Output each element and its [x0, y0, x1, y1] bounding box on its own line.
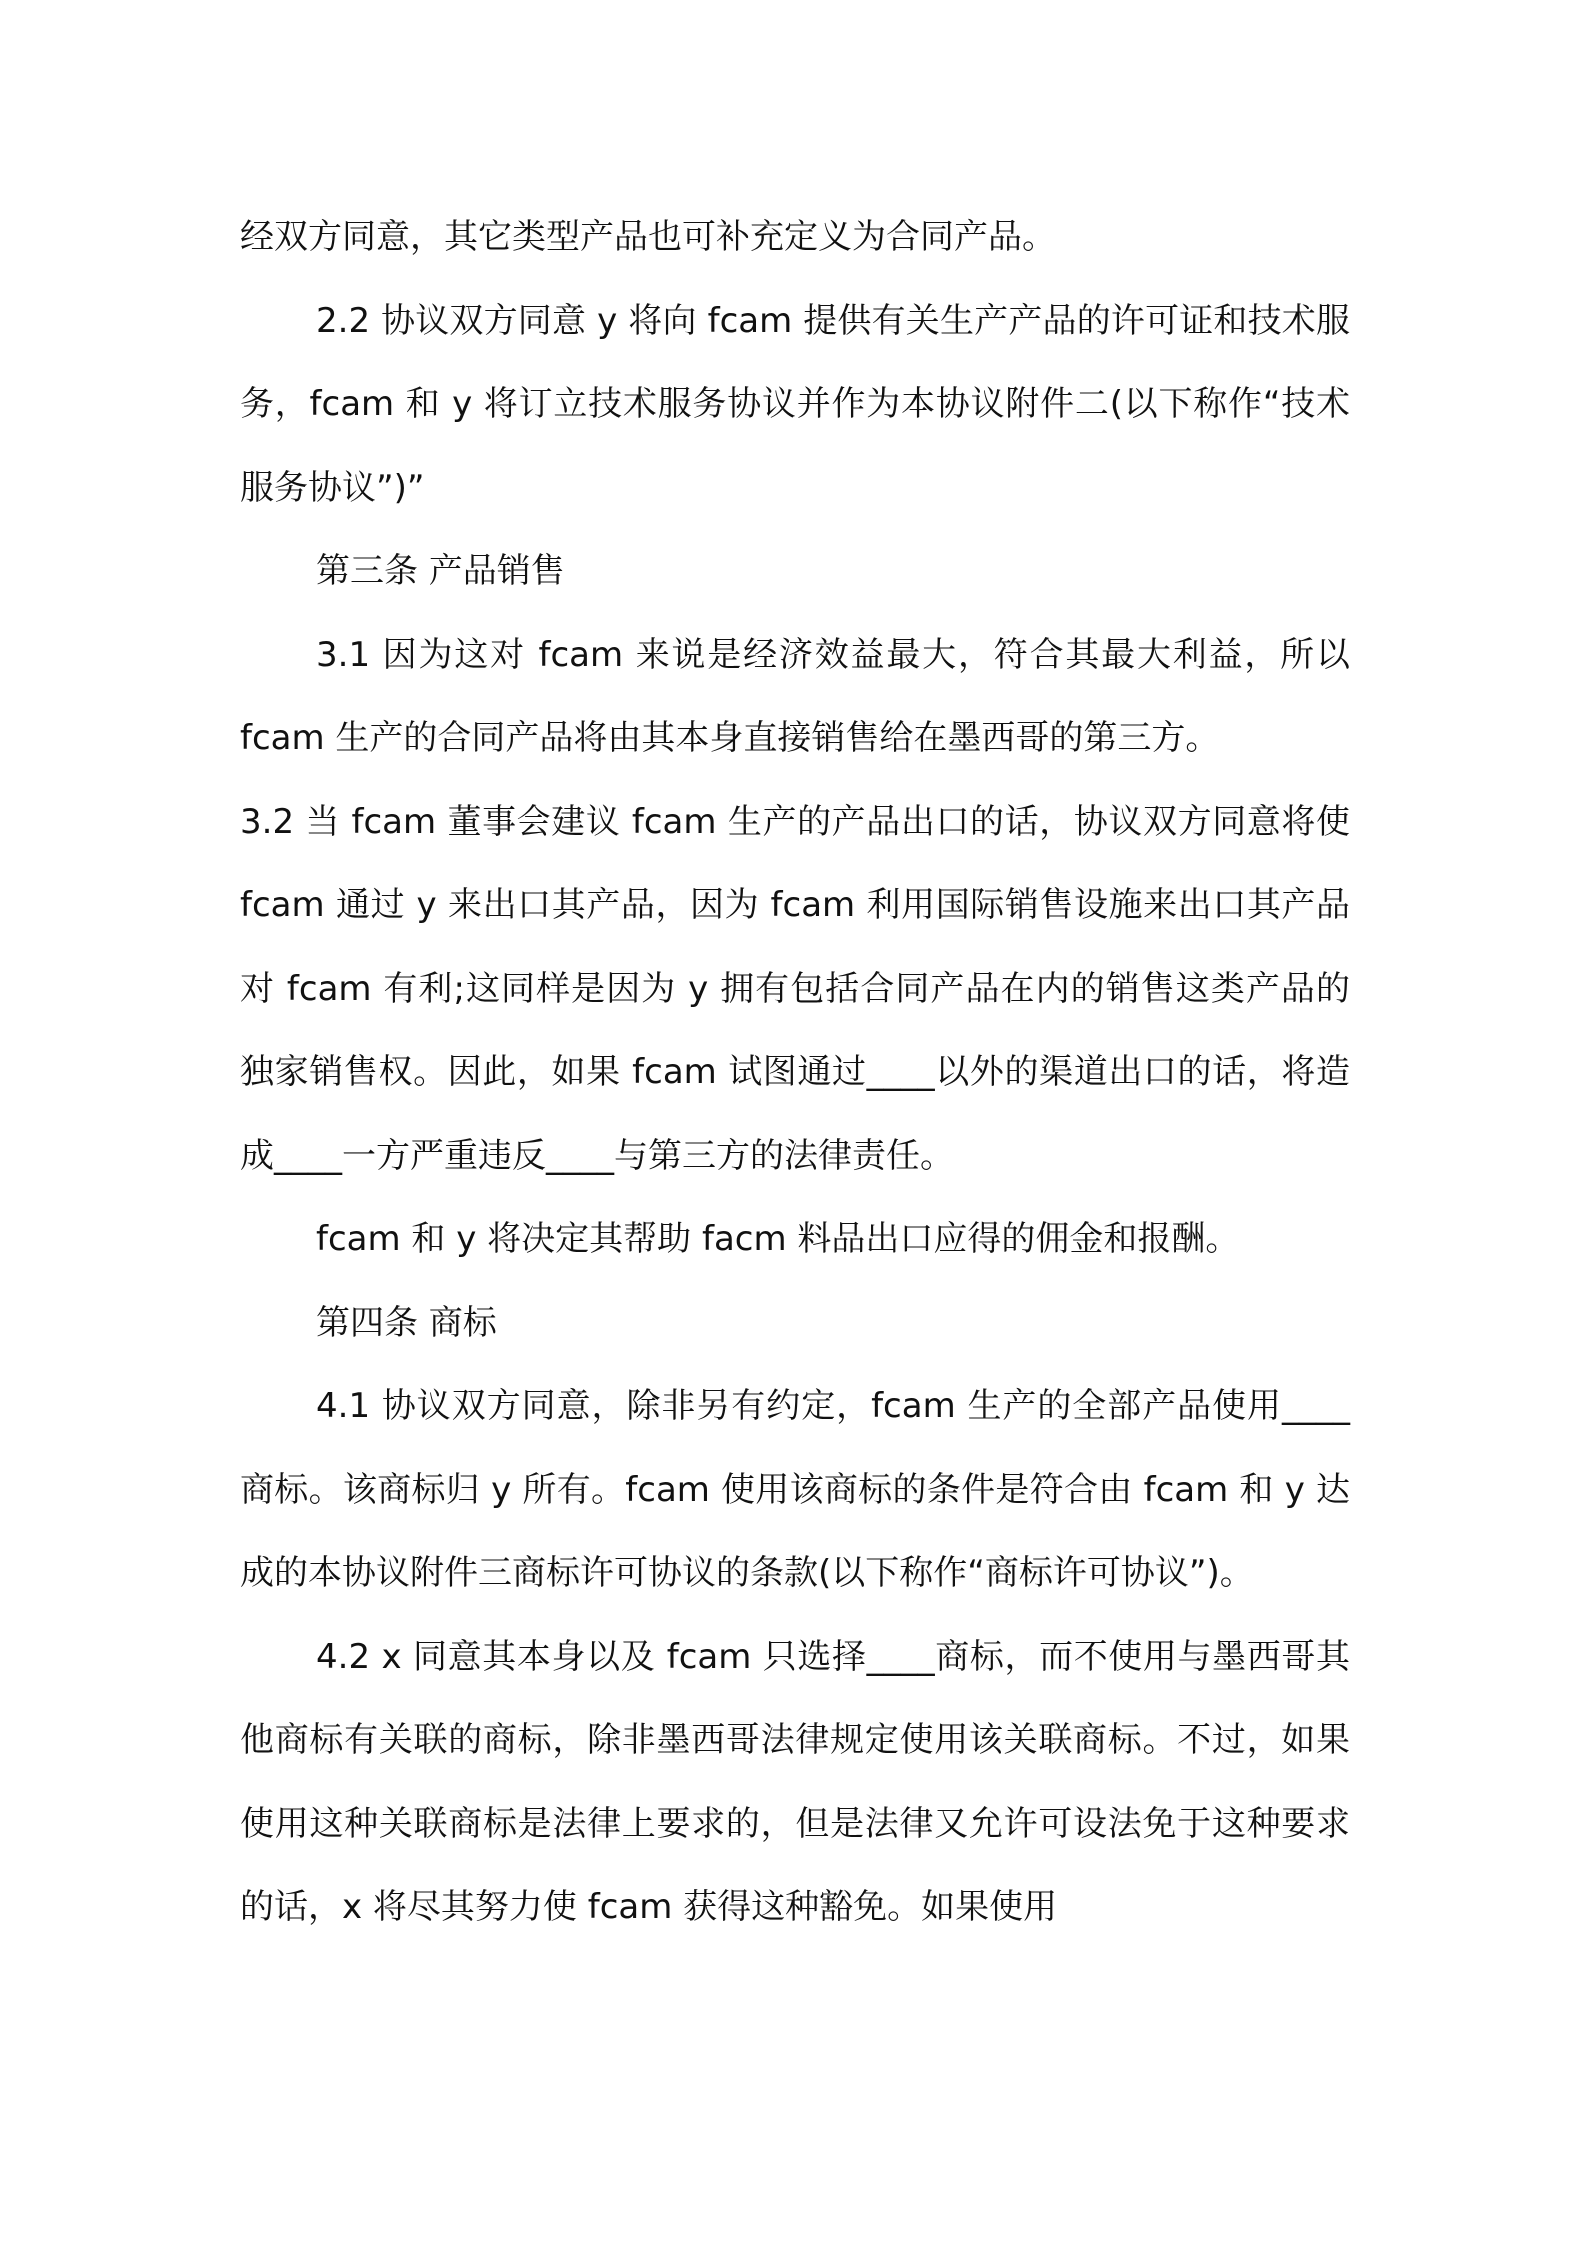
article-4-heading: 第四条 商标: [316, 1302, 497, 1343]
paragraph-clause-3-1: 3.1 因为这对 fcam 来说是经济效益最大，符合其最大利益，所以 fcam 生产的合同产品将由其本身直接销售给在墨西哥的第三方。: [240, 634, 1350, 758]
document-page: [240, 196, 1350, 1950]
paragraph-continuation: 经双方同意，其它类型产品也可补充定义为合同产品。: [240, 217, 1056, 257]
article-3-heading: 第三条 产品销售: [316, 551, 565, 591]
paragraph-commission: fcam 和 y 将决定其帮助 facm 料品出口应得的佣金和报酬。: [316, 1219, 1240, 1259]
paragraph-clause-4-2: 4.2 x 同意其本身以及 fcam 只选择____商标，而不使用与墨西哥其他商标有关联的商标，除非墨西哥法律规定使用该关联商标。不过，如果使用这种关联商标是法律上要求的，但是法律又允许可设法免于这种要求的话，x 将尽其努力使 fcam 获得这种豁免。如果使用: [240, 1636, 1350, 1927]
paragraph-clause-3-2: 3.2 当 fcam 董事会建议 fcam 生产的产品出口的话，协议双方同意将使 fcam 通过 y 来出口其产品，因为 fcam 利用国际销售设施来出口其产品对 fcam 有利;这同样是因为 y 拥有包括合同产品在内的销售这类产品的独家销售权。因此，如果 fcam 试图通过____以外的渠道出口的话，将造成____一方严重违反____与第三方的法律责任。: [240, 801, 1350, 1176]
paragraph-clause-2-2: 2.2 协议双方同意 y 将向 fcam 提供有关生产产品的许可证和技术服务，fcam 和 y 将订立技术服务协议并作为本协议附件二(以下称作“技术服务协议”)”: [240, 300, 1350, 508]
paragraph-clause-4-1: 4.1 协议双方同意，除非另有约定，fcam 生产的全部产品使用____商标。该商标归 y 所有。fcam 使用该商标的条件是符合由 fcam 和 y 达成的本协议附件三商标许可协议的条款(以下称作“商标许可协议”)。: [240, 1386, 1350, 1593]
